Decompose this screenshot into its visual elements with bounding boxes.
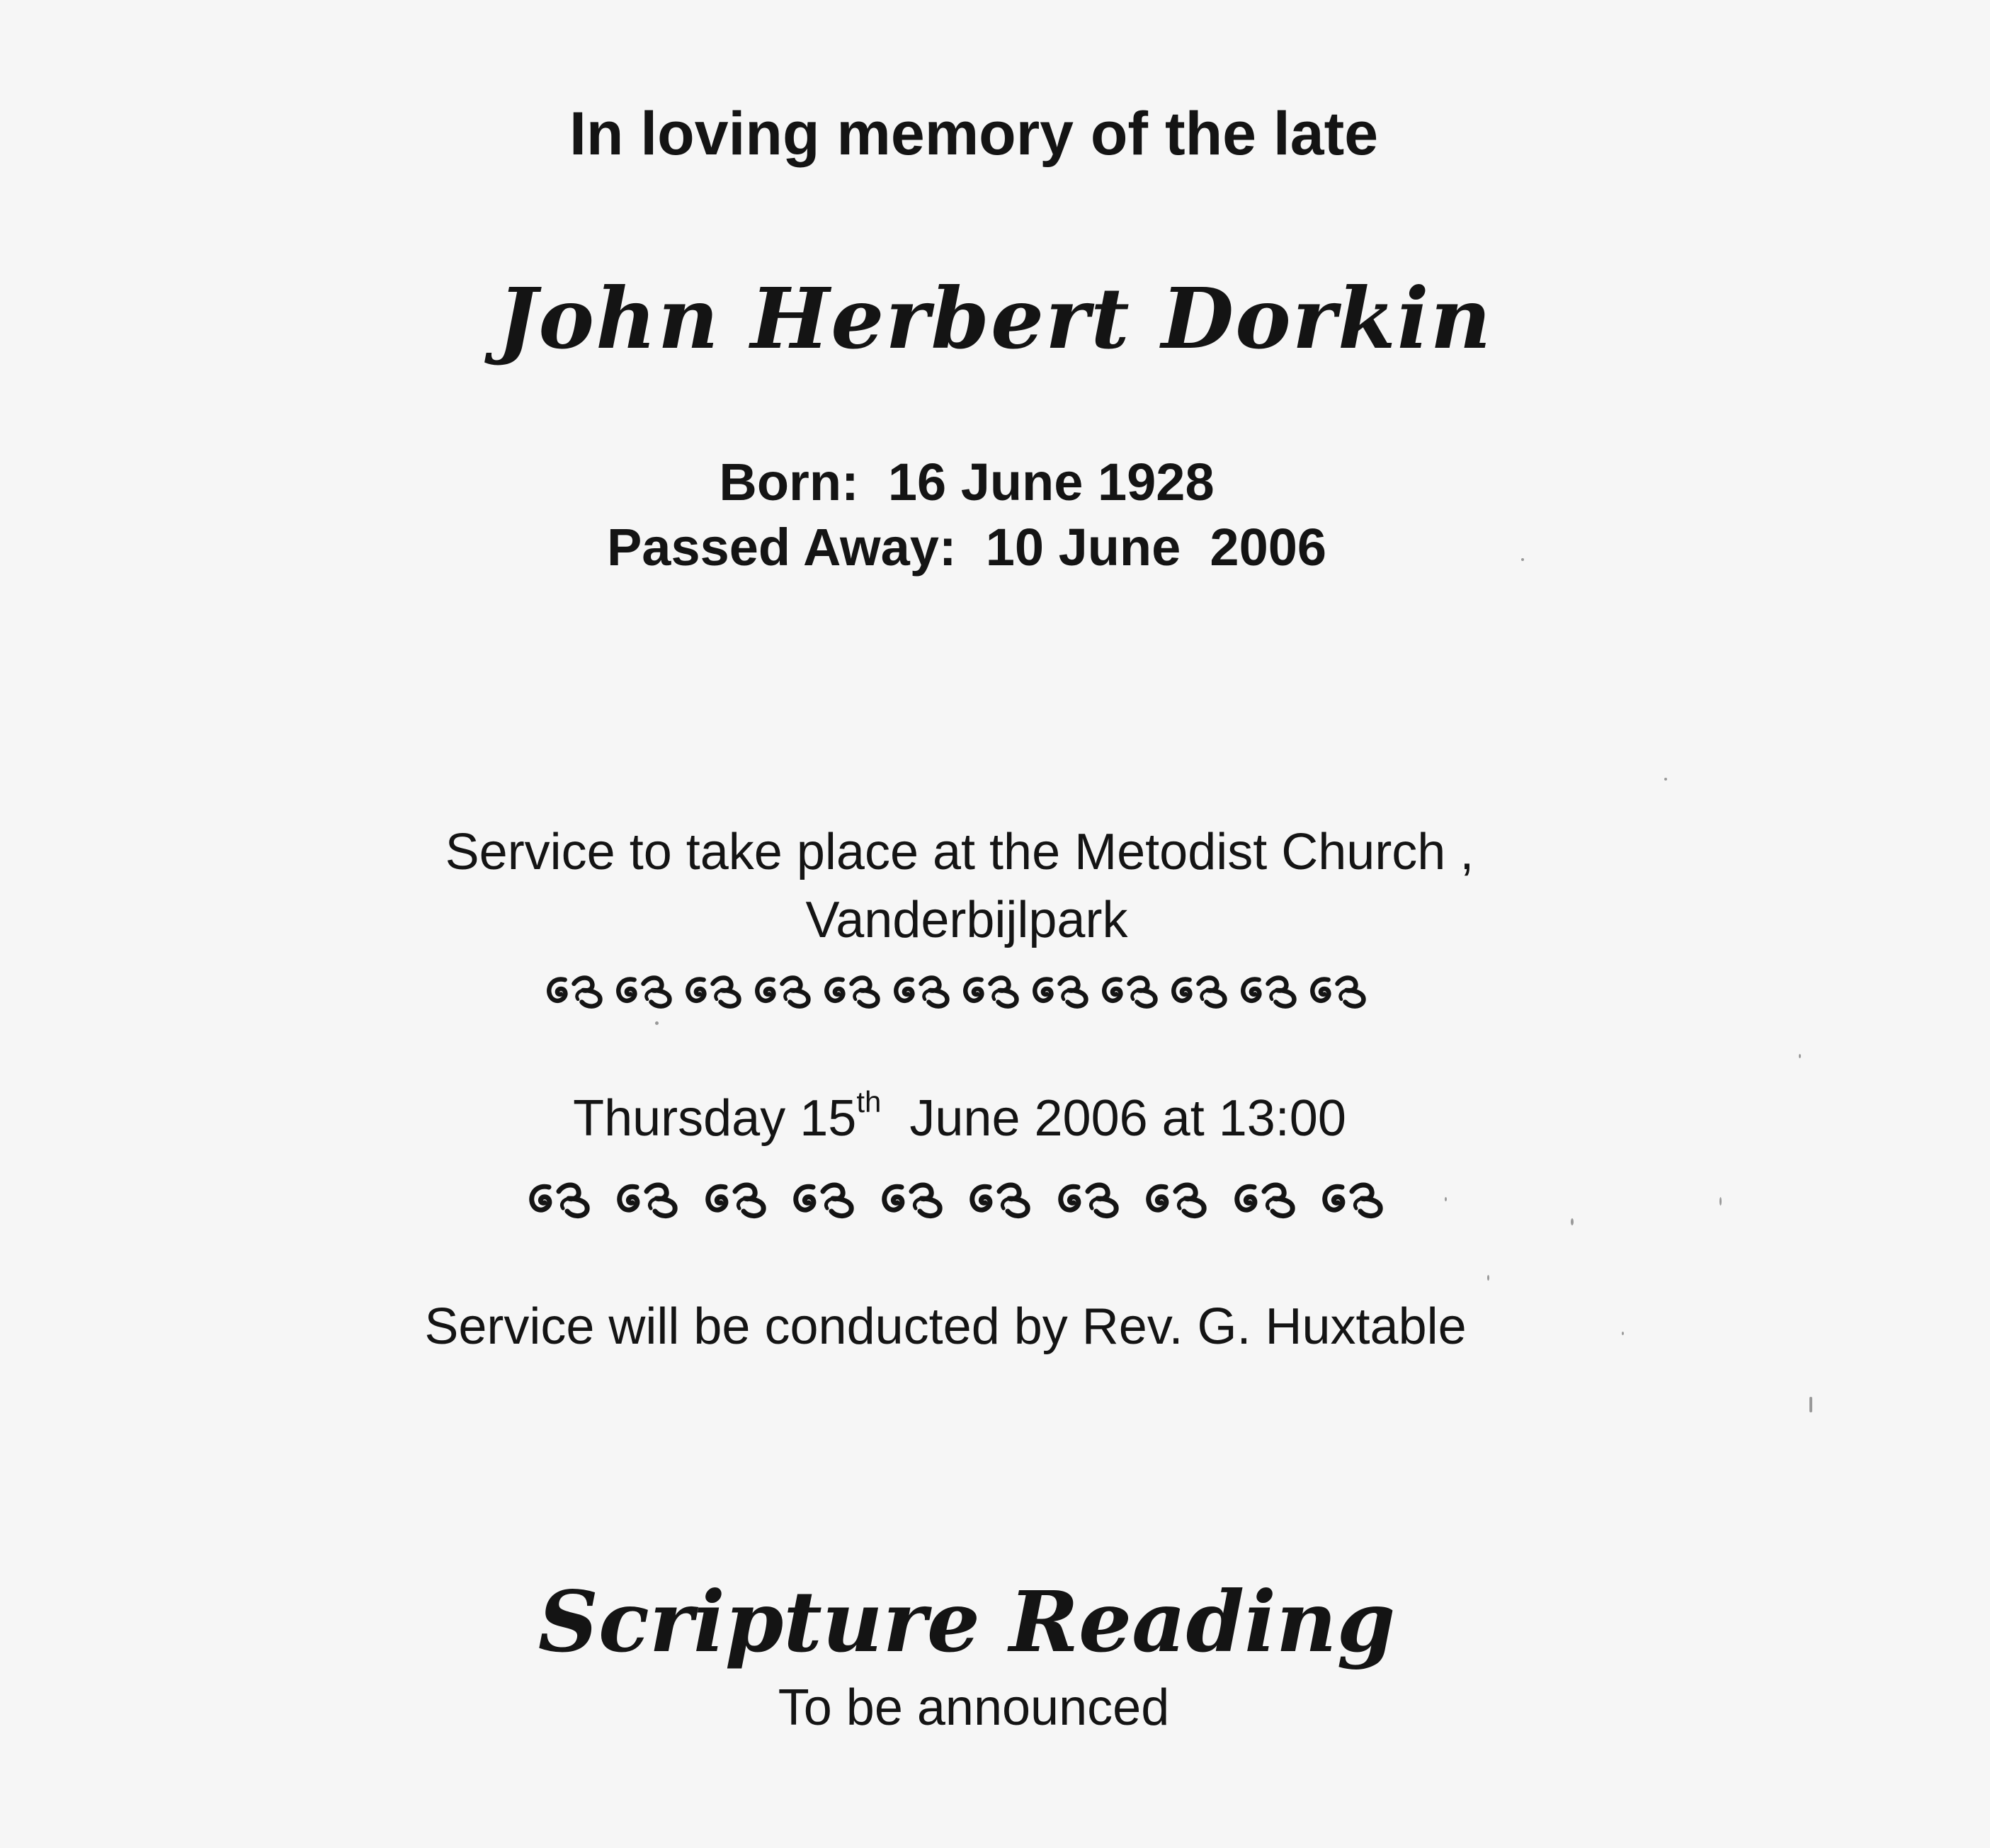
- ornament-scroll-icon: [684, 969, 749, 1011]
- scan-speck: [1487, 1275, 1489, 1281]
- ornament-scroll-icon: [545, 969, 610, 1011]
- ornament-scroll-icon: [968, 1176, 1039, 1221]
- ornament-scroll-icon: [615, 969, 680, 1011]
- service-date-suffix: th: [856, 1085, 882, 1118]
- ornament-scroll-icon: [1101, 969, 1166, 1011]
- born-date: 16 June 1928: [887, 453, 1215, 511]
- service-date-line: [0, 1085, 1955, 1147]
- ornament-scroll-icon: [1170, 969, 1235, 1011]
- passed-away-label: Passed Away:: [606, 518, 957, 577]
- intro-line: In loving memory of the late: [569, 100, 1379, 168]
- ornament-scroll-icon: [792, 1176, 863, 1221]
- scripture-note: To be announced: [778, 1679, 1170, 1736]
- born-label: Born:: [719, 453, 859, 511]
- ornament-scroll-icon: [962, 969, 1027, 1011]
- scan-speck: [1571, 1218, 1574, 1225]
- ornament-scroll-icon: [880, 1176, 951, 1221]
- passed-away-line: [0, 517, 1962, 577]
- ornament-scroll-icon: [1309, 969, 1374, 1011]
- ornament-scroll-icon: [704, 1176, 775, 1221]
- deceased-name: John Herbert Dorkin: [497, 269, 1493, 368]
- ornament-scroll-icon: [1321, 1176, 1392, 1221]
- scan-speck: [655, 1021, 659, 1025]
- ornament-scroll-icon: [615, 1176, 686, 1221]
- ornament-scroll-icon: [1031, 969, 1096, 1011]
- ornament-scroll-icon: [1233, 1176, 1304, 1221]
- service-place-line-1: Service to take place at the Metodist Church ,: [445, 824, 1474, 880]
- ornament-scroll-icon: [823, 969, 888, 1011]
- scan-speck: [1719, 1197, 1722, 1206]
- scan-speck: [1521, 558, 1524, 561]
- scan-speck: [1664, 778, 1667, 781]
- ornament-scroll-icon: [1239, 969, 1304, 1011]
- ornament-scroll-icon: [1144, 1176, 1215, 1221]
- passed-away-date: 10 June 2006: [985, 518, 1327, 577]
- scan-speck: [1799, 1054, 1801, 1058]
- ornament-scroll-icon: [754, 969, 819, 1011]
- service-place-line-2: Vanderbijlpark: [805, 892, 1128, 948]
- service-date-rest: June 2006 at 13:00: [909, 1090, 1346, 1147]
- ornament-divider-1: [545, 969, 1374, 1011]
- service-date-day: Thursday 15: [573, 1090, 857, 1147]
- officiant-line: Service will be conducted by Rev. G. Huxtable: [424, 1298, 1467, 1355]
- ornament-divider-2: [528, 1176, 1392, 1221]
- scan-speck: [1809, 1397, 1812, 1412]
- ornament-scroll-icon: [528, 1176, 598, 1221]
- ornament-scroll-icon: [1057, 1176, 1127, 1221]
- scripture-title: Scripture Reading: [538, 1572, 1396, 1671]
- born-line: [0, 452, 1962, 512]
- scan-speck: [1622, 1332, 1624, 1335]
- scan-speck: [1445, 1197, 1447, 1201]
- ornament-scroll-icon: [892, 969, 957, 1011]
